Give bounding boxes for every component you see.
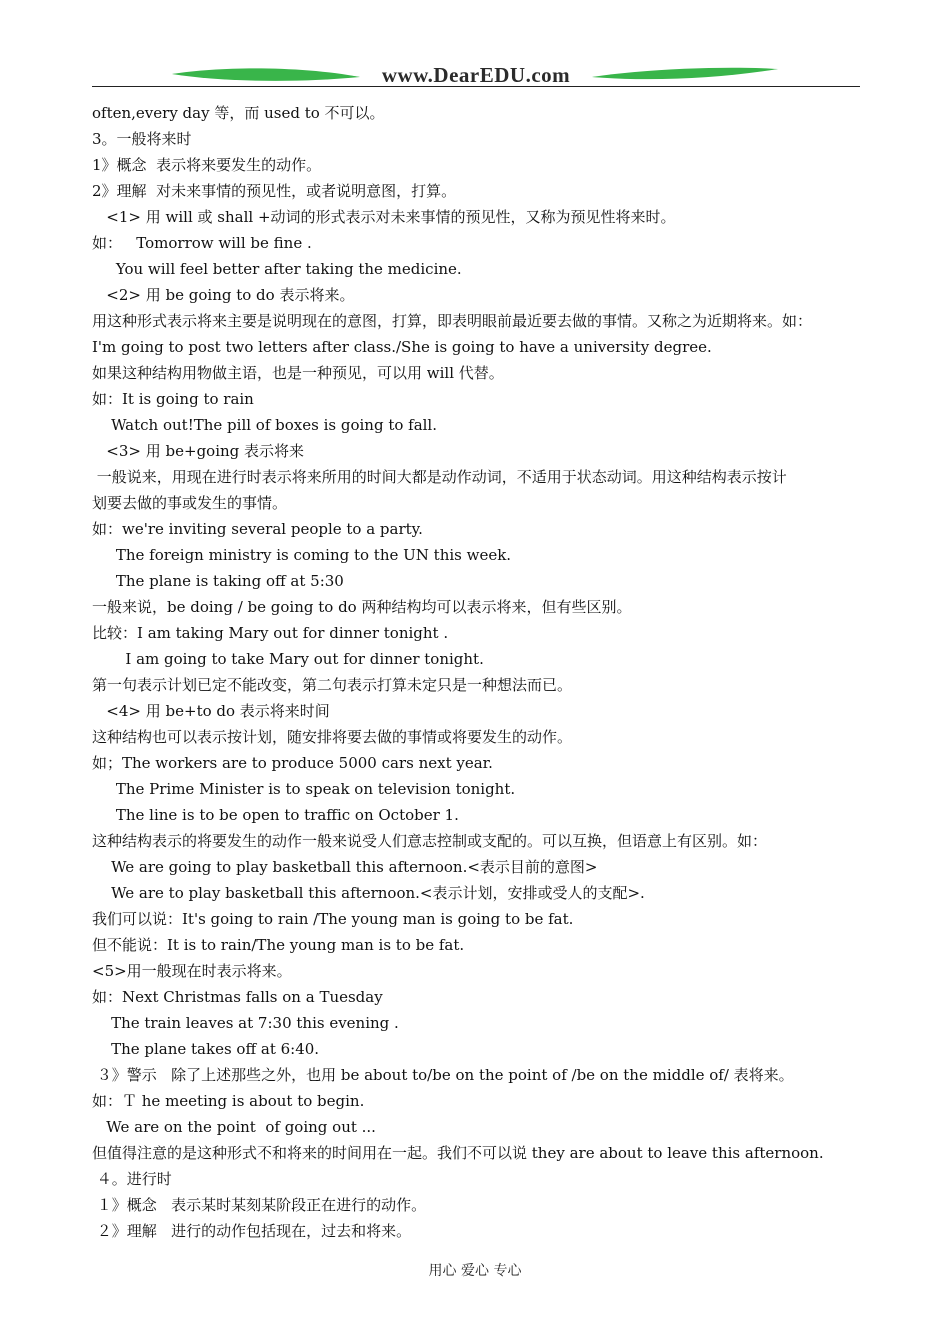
text-line: 但值得注意的是这种形式不和将来的时间用在一起。我们不可以说 they are about to leave this afternoon.: [92, 1144, 824, 1162]
text-line: You will feel better after taking the medicine.: [92, 260, 462, 278]
text-line: 如：It is going to rain: [92, 390, 254, 408]
text-line: We are to play basketball this afternoon.<表示计划，安排或受人的支配>.: [92, 884, 645, 902]
text-line: The foreign ministry is coming to the UN this week.: [92, 546, 512, 564]
text-line: <4> 用 be+to do 表示将来时间: [92, 702, 330, 720]
text-line: 如：we're inviting several people to a party.: [92, 520, 423, 538]
text-line: 如果这种结构用物做主语，也是一种预见，可以用 will 代替。: [92, 364, 504, 382]
text-line: 我们可以说：It's going to rain /The young man is going to be fat.: [92, 910, 574, 928]
text-line: 第一句表示计划已定不能改变，第二句表示打算未定只是一种想法而已。: [92, 676, 573, 694]
text-line: I am going to take Mary out for dinner tonight.: [92, 650, 484, 668]
text-line: 划要去做的事或发生的事情。: [92, 494, 288, 512]
text-line: 这种结构表示的将要发生的动作一般来说受人们意志控制或支配的。可以互换，但语意上有区别。如：: [92, 832, 768, 850]
text-line: 3。一般将来时: [92, 130, 192, 148]
text-line: 如： Tomorrow will be fine .: [92, 234, 312, 252]
text-line: 如：Ｔ he meeting is about to begin.: [92, 1092, 365, 1110]
text-line: <2> 用 be going to do 表示将来。: [92, 286, 355, 304]
text-line: 1》概念 表示将来要发生的动作。: [92, 156, 322, 174]
text-line: We are on the point of going out ...: [92, 1118, 376, 1136]
text-line: 如；The workers are to produce 5000 cars next year.: [92, 754, 493, 772]
text-line: The plane takes off at 6:40.: [92, 1040, 320, 1058]
text-line: Watch out!The pill of boxes is going to fall.: [92, 416, 437, 434]
text-line: The line is to be open to traffic on October 1.: [92, 806, 459, 824]
site-logo-text[interactable]: www.DearEDU.com: [381, 63, 571, 87]
text-line: 一般来说，be doing / be going to do 两种结构均可以表示将来，但有些区别。: [92, 598, 632, 616]
text-line: １》概念 表示某时某刻某阶段正在进行的动作。: [92, 1196, 427, 1214]
text-line: often,every day 等，而 used to 不可以。: [92, 104, 385, 122]
text-line: The train leaves at 7:30 this evening .: [92, 1014, 399, 1032]
page-footer: 用心 爱心 专心: [428, 1263, 522, 1279]
text-line: We are going to play basketball this afternoon.<表示目前的意图>: [92, 858, 598, 876]
text-line: ２》理解 进行的动作包括现在，过去和将来。: [92, 1222, 412, 1240]
text-line: <5>用一般现在时表示将来。: [92, 962, 292, 980]
text-line: 2》理解 对未来事情的预见性，或者说明意图，打算。: [92, 182, 457, 200]
text-line: <3> 用 be+going 表示将来: [92, 442, 305, 460]
text-line: I'm going to post two letters after class./She is going to have a university degree.: [92, 338, 712, 356]
text-line: 如：Next Christmas falls on a Tuesday: [92, 988, 383, 1006]
text-line: ４。进行时: [92, 1170, 172, 1188]
text-line: 一般说来，用现在进行时表示将来所用的时间大都是动作动词，不适用于状态动词。用这种结构表示按计: [92, 468, 787, 486]
text-line: <1> 用 will 或 shall +动词的形式表示对未来事情的预见性，又称为预见性将来时。: [92, 208, 676, 226]
text-line: 这种结构也可以表示按计划，随安排将要去做的事情或将要发生的动作。: [92, 728, 573, 746]
text-line: The Prime Minister is to speak on television tonight.: [92, 780, 516, 798]
header-rule: [92, 86, 860, 87]
text-line: 用这种形式表示将来主要是说明现在的意图，打算，即表明眼前最近要去做的事情。又称之为近期将来。如：: [92, 312, 813, 330]
text-line: 比较：I am taking Mary out for dinner tonight .: [92, 624, 449, 642]
page-header: [92, 60, 860, 92]
text-line: The plane is taking off at 5:30: [92, 572, 344, 590]
document-body: [92, 100, 872, 1244]
text-line: ３》警示 除了上述那些之外，也用 be about to/be on the point of /be on the middle of/ 表将来。: [92, 1066, 794, 1084]
text-line: 但不能说：It is to rain/The young man is to be fat.: [92, 936, 465, 954]
